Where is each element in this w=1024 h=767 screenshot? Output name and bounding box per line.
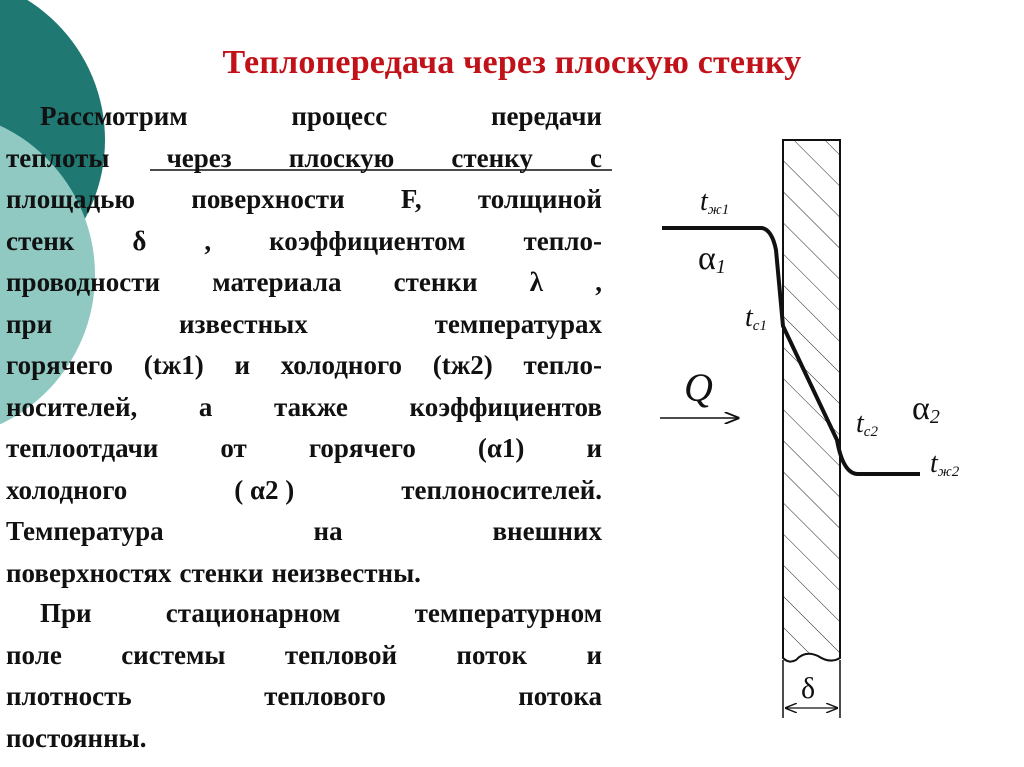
text-word: холодного	[280, 350, 403, 380]
text-word: от	[220, 433, 247, 463]
text-word: поле	[6, 639, 62, 670]
text-word: тепло-	[523, 225, 602, 256]
text-word: проводности	[6, 267, 161, 297]
text-word: F,	[400, 184, 422, 214]
text-word: тепловой	[284, 639, 398, 670]
label-Q: Q	[684, 365, 713, 410]
text-word: через	[166, 142, 232, 173]
text-word: толщиной	[477, 184, 602, 214]
text-word: поверхности	[191, 184, 345, 214]
text-word: λ	[529, 267, 544, 297]
text-word: (tж1)	[143, 350, 204, 380]
text-word: носителей,	[6, 391, 138, 422]
label-alpha2: $\alpha_2$	[912, 390, 940, 428]
text-word: и	[234, 350, 251, 380]
text-word: стенки	[393, 267, 478, 297]
text-word: стенк	[6, 225, 75, 256]
text-word: процесс	[291, 101, 388, 131]
text-word: температурах	[434, 308, 602, 339]
text-word: поток	[456, 639, 528, 670]
label-delta: δ	[801, 672, 816, 705]
text-word: стенку	[451, 142, 533, 173]
text-word: теплоотдачи	[6, 433, 159, 463]
label-t-zh1: $t_{ж1}$	[700, 186, 730, 218]
text-word: теплоты	[6, 142, 110, 173]
text-word: горячего	[6, 350, 114, 380]
text-word: материала	[212, 267, 342, 297]
text-word: (α1)	[477, 433, 525, 463]
text-word: и	[586, 433, 602, 463]
text-word: При	[40, 598, 92, 628]
text-word: поверхностях	[6, 557, 172, 588]
label-t-c1: $t_{c1}$	[745, 302, 767, 334]
text-word: известных	[179, 308, 308, 339]
text-word: площадью	[6, 184, 136, 214]
text-word: стенки	[179, 557, 264, 588]
label-t-zh2: $t_{ж2}$	[930, 448, 960, 480]
text-word: Рассмотрим	[40, 101, 188, 131]
label-t-c2: $t_{c2}$	[856, 408, 878, 440]
text-word: Температура	[6, 516, 164, 546]
wall-body	[783, 140, 840, 662]
text-word: неизвестны.	[271, 557, 421, 588]
text-word: (tж2)	[432, 350, 493, 380]
text-word: ,	[204, 225, 212, 256]
text-word: постоянны.	[6, 722, 147, 753]
text-word: теплоносителей.	[401, 474, 602, 505]
text-word: тепло-	[523, 350, 602, 380]
text-word: горячего	[308, 433, 416, 463]
text-word: δ	[132, 225, 147, 256]
text-word: с	[589, 142, 602, 173]
text-word: на	[313, 516, 343, 546]
text-word: стационарном	[165, 598, 341, 628]
text-word: температурном	[414, 598, 602, 628]
text-word: при	[6, 308, 53, 339]
text-word: системы	[121, 639, 226, 670]
text-word: теплового	[264, 681, 386, 711]
text-word: плоскую	[288, 142, 395, 173]
label-alpha1: $\alpha_1$	[698, 240, 726, 278]
text-word: плотность	[6, 681, 132, 711]
page-title: Теплопередача через плоскую стенку	[222, 44, 802, 81]
text-word: холодного	[6, 474, 128, 505]
text-word: также	[274, 391, 348, 422]
text-word: передачи	[490, 101, 602, 131]
text-word: потока	[518, 681, 602, 711]
text-word: ,	[595, 267, 602, 297]
text-word: ( α2 )	[234, 474, 295, 505]
text-word: коэффициентов	[409, 391, 602, 422]
text-word: а	[198, 391, 213, 422]
text-word: внешних	[492, 516, 602, 546]
text-word: коэффициентом	[269, 225, 466, 256]
text-word: и	[586, 639, 602, 670]
